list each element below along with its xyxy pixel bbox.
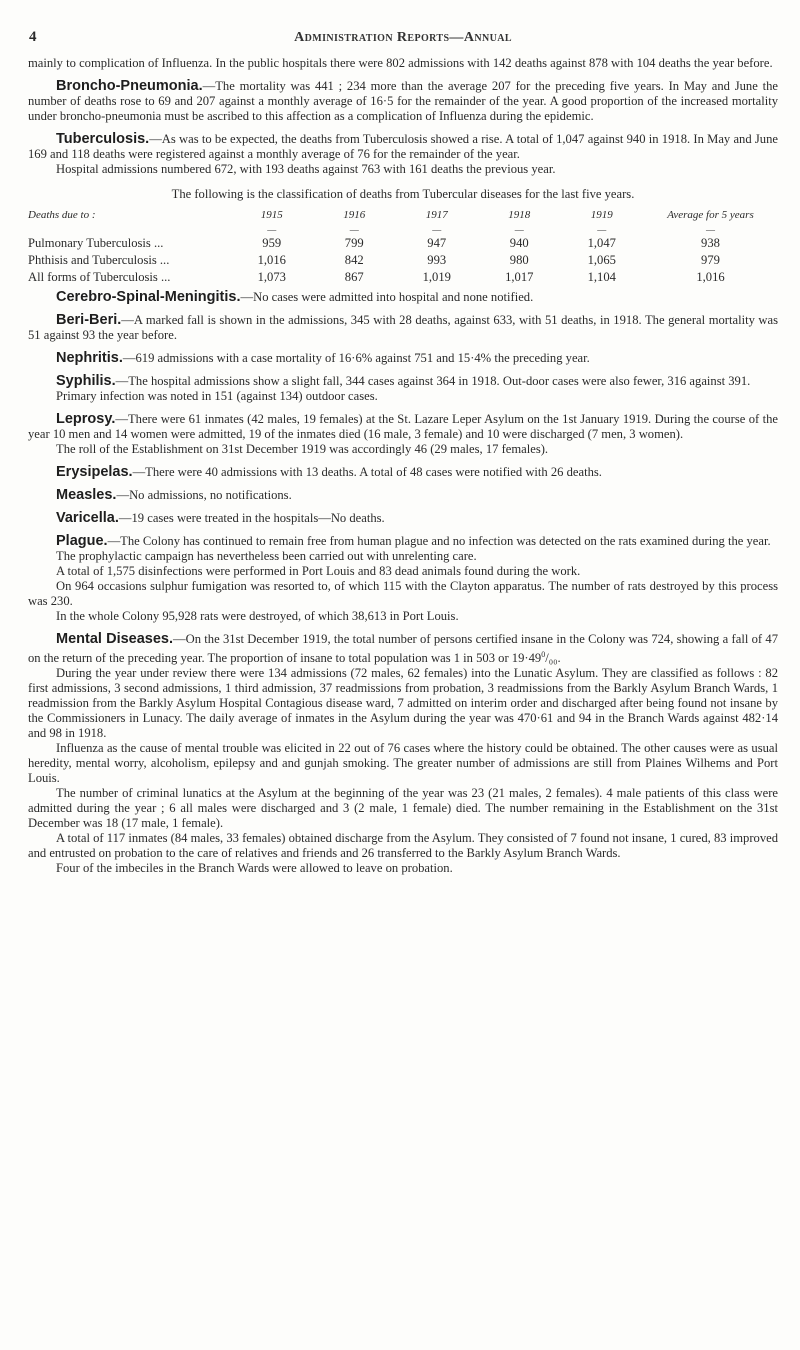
table-cell: 993 [427,253,447,267]
plague-heading: Plague. [56,533,108,549]
table-row [28,269,778,286]
tuberculosis-text: —As was to be expected, the deaths from Tuberculosis showed a rise. A total of 1,047 against 940 in 1918. In May and June 169 and 118 deaths were registered against a monthly average of 76 for the remainder of the year. [28,132,778,161]
mental-criminal-paragraph: The number of criminal lunatics at the Asylum at the beginning of the year was 23 (21 males, 2 females). 4 male patients of this class were admitted during the year ; 6 all males were discharged and 3 (2 male, 1 female) died. The number remaining in the Establishment on the 31st December was 18 (17 male, 1 female). [28,786,778,831]
syphilis-primary-paragraph: Primary infection was noted in 151 (against 134) outdoor cases. [56,389,378,403]
table-cell: 867 [344,270,364,284]
table-cell: 1,017 [505,270,534,284]
column-header: 1915 [260,209,283,221]
page-header [28,30,778,56]
column-header: Average for 5 years [667,209,754,221]
tuberculosis-table [28,208,778,286]
table-row [28,252,778,269]
table-cell: Pulmonary Tuberculosis ... [28,236,164,250]
per-mille-suffix: /₀₀. [545,651,561,666]
table-cell: 1,047 [587,236,616,250]
nephritis-heading: Nephritis. [56,350,123,366]
measles-text: —No admissions, no notifications. [116,488,292,502]
table-cell: 1,104 [587,270,616,284]
mental-imbeciles-paragraph: Four of the imbeciles in the Branch Wards were allowed to leave on probation. [56,861,453,876]
plague-paragraph-4: On 964 occasions sulphur fumigation was resorted to, of which 115 with the Clayton apparatus. The number of rats destroyed by this process was 230. [28,579,778,608]
erysipelas-heading: Erysipelas. [56,464,133,480]
table-cell: 1,073 [257,270,286,284]
table-cell: 1,065 [587,253,616,267]
table-cell: 799 [344,236,364,250]
table-cell: 1,019 [422,270,451,284]
varicella-text: —19 cases were treated in the hospitals—No deaths. [118,511,385,525]
plague-paragraph-3: A total of 1,575 disinfections were performed in Port Louis and 83 dead animals found during the work. [56,564,581,578]
table-cell: Phthisis and Tuberculosis ... [28,253,170,267]
nephritis-section [28,351,778,366]
erysipelas-section [28,465,778,480]
plague-text: —The Colony has continued to remain free from human plague and no infection was detected on the rats examined during the year. [107,534,771,548]
varicella-section [28,511,778,526]
beri-beri-heading: Beri-Beri. [56,312,122,328]
cerebro-spinal-heading: Cerebro-Spinal-Meningitis. [56,289,241,305]
running-head: Administration Reports—Annual [294,30,512,45]
table-cell: 979 [701,253,720,267]
table-cell: 940 [509,236,529,250]
plague-paragraph-2: The prophylactic campaign has nevertheless been carried out with unrelenting care. [56,549,477,563]
beri-beri-section [28,313,778,343]
nephritis-text: —619 admissions with a case mortality of 16·6% against 751 and 15·4% the preceding year. [122,351,590,365]
table-header-row [28,208,778,225]
tuberculosis-heading: Tuberculosis. [56,131,150,147]
column-header: Deaths due to : [28,209,96,221]
table-cell: 842 [344,253,364,267]
table-cell: 947 [427,236,447,250]
table-cell: All forms of Tuberculosis ... [28,270,171,284]
erysipelas-text: —There were 40 admissions with 13 deaths. A total of 48 cases were notified with 26 deaths. [132,465,602,479]
column-header: 1918 [508,209,531,221]
leprosy-roll-paragraph: The roll of the Establishment on 31st December 1919 was accordingly 46 (29 males, 17 females). [56,442,549,456]
table-cell: 1,016 [696,270,725,284]
leprosy-section [28,412,778,442]
varicella-heading: Varicella. [56,510,119,526]
intro-paragraph: mainly to complication of Influenza. In the public hospitals there were 802 admissions with 142 deaths against 878 with 104 deaths the year before. [28,56,773,70]
mental-diseases-section [28,632,778,666]
syphilis-heading: Syphilis. [56,373,116,389]
leprosy-text: —There were 61 inmates (42 males, 19 females) at the St. Lazare Leper Asylum on the 1st January 1919. During the course of the year 10 men and 14 women were admitted, 19 of the inmates died (16 male, 3 female) and 10 were discharged (7 men, 3 women). [28,412,778,441]
header-rule-row: — — — — — — [267,225,715,235]
column-header: 1917 [425,209,448,221]
plague-paragraph-5: In the whole Colony 95,928 rats were destroyed, of which 38,613 in Port Louis. [56,609,459,623]
mental-diseases-text: —On the 31st December 1919, the total number of persons certified insane in the Colony was 724, showing a fall of 47 on the return of the preceding year. The proportion of insane to total population was 1 in 503 or 19·49 [28,632,778,666]
cerebro-spinal-text: —No cases were admitted into hospital and none notified. [240,290,534,304]
table-cell: 959 [262,236,282,250]
column-header: 1916 [343,209,366,221]
tuberculosis-table-intro: The following is the classification of deaths from Tubercular diseases for the last five years. [171,187,635,201]
cerebro-spinal-section [28,290,778,305]
table-row [28,235,778,252]
beri-beri-text: —A marked fall is shown in the admissions, 345 with 28 deaths, against 633, with 51 deaths, in 1918. The general mortality was 51 against 93 the year before. [28,313,778,342]
mental-influenza-paragraph: Influenza as the cause of mental trouble was elicited in 22 out of 76 cases where the history could be obtained. The other causes were as usual heredity, mental worry, alcoholism, epilepsy and and gunjah smoking. The greater number of admissions are still from Plaines Wilhems and Port Louis. [28,741,778,786]
superscript: 0 [541,650,546,659]
mental-discharge-paragraph: A total of 117 inmates (84 males, 33 females) obtained discharge from the Asylum. They consisted of 7 found not insane, 1 cured, 83 improved and entrusted on probation to the care of relatives and friends and 26 transferred to the Barkly Asylum Branch Wards. [28,831,778,861]
table-cell: 1,016 [257,253,286,267]
mental-admissions-paragraph: During the year under review there were 134 admissions (72 males, 62 females) into the Lunatic Asylum. They are classified as follows : 82 first admissions, 3 second admissions, 1 third admission, 37 readmissions from probation, 3 readmissions from the Barkly Asylum Branch Wards, 1 readmission from the Barkly Asylum Hospital Contagious disease ward, 7 admitted on interim order and discharged after being found not insane by the Commissioners in Lunacy. The daily average of inmates in the Asylum during the year was 470·61 and 94 in the Branch Wards against 482·14 and 98 in 1918. [28,666,778,741]
broncho-pneumonia-heading: Broncho-Pneumonia. [56,78,203,94]
mental-diseases-heading: Mental Diseases. [56,631,174,647]
syphilis-text: —The hospital admissions show a slight fall, 344 cases against 364 in 1918. Out-door cases were also fewer, 316 against 391. [115,374,751,388]
table-cell: 980 [509,253,529,267]
broncho-pneumonia-section [28,79,778,124]
plague-section [28,534,778,549]
syphilis-section [28,374,778,389]
column-header: 1919 [590,209,613,221]
page-number: 4 [29,29,37,45]
table-cell: 938 [701,236,720,250]
broncho-pneumonia-text: —The mortality was 441 ; 234 more than the average 207 for the preceding five years. In May and June the number of deaths rose to 69 and 207 against a monthly average of 16·5 for the remainder of the year. A good proportion of the increased mortality under broncho-pneumonia must be ascribed to this affection as a complication of Influenza during the epidemic. [28,79,778,123]
leprosy-heading: Leprosy. [56,411,116,427]
measles-heading: Measles. [56,487,117,503]
tuberculosis-hospital-paragraph: Hospital admissions numbered 672, with 193 deaths against 763 with 161 deaths the previous year. [56,162,556,176]
measles-section [28,488,778,503]
tuberculosis-section [28,132,778,162]
